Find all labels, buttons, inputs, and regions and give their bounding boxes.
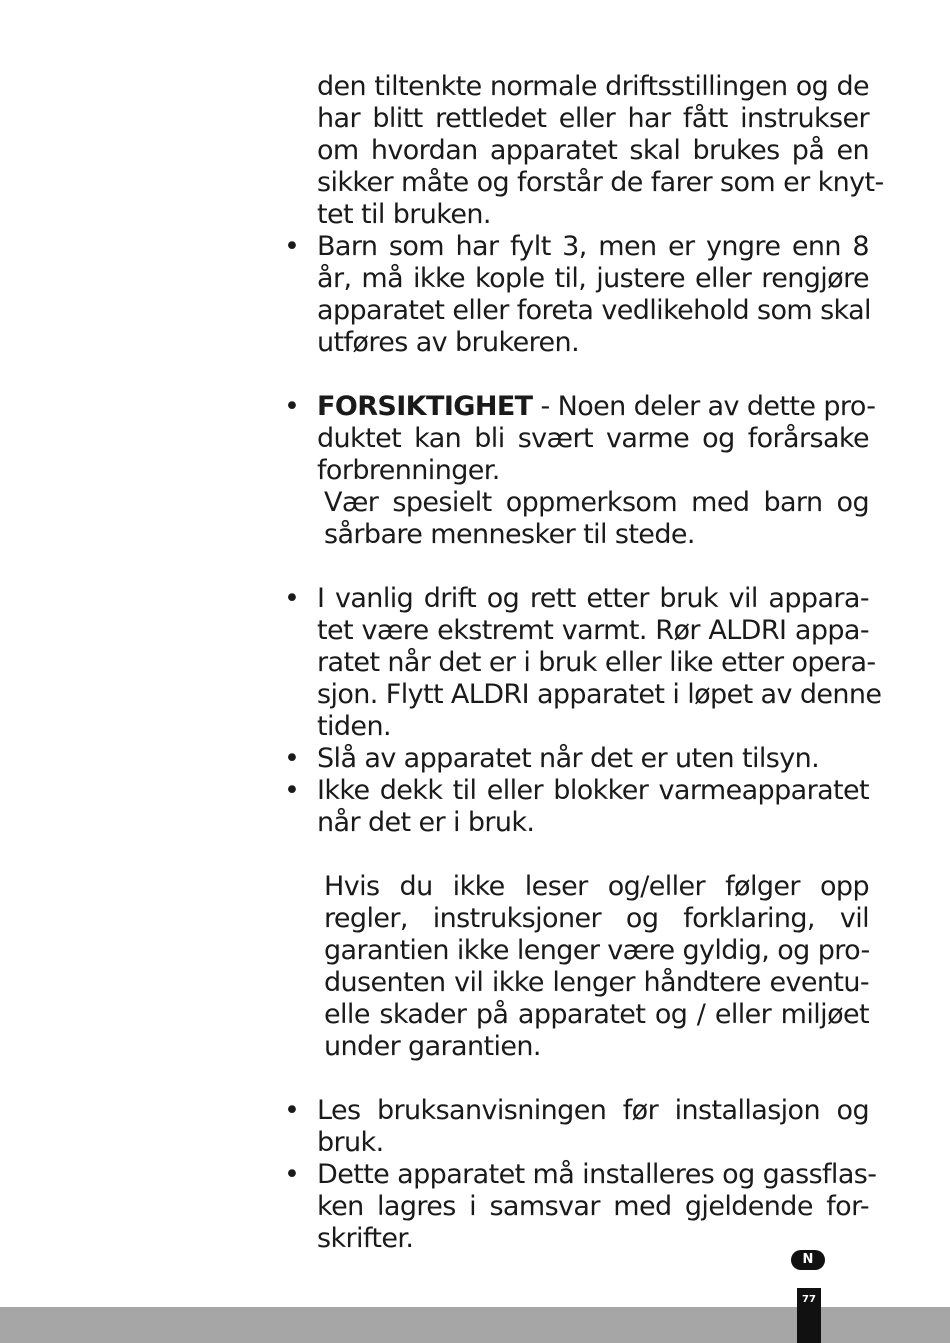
children-line: apparatet eller foreta vedlikehold som skal <box>317 295 871 326</box>
intro-line: har blitt rettledet eller har fått instrukser <box>317 103 869 134</box>
caution-line: duktet kan bli svært varme og forårsake <box>317 423 869 454</box>
intro-line: tet til bruken. <box>317 199 491 230</box>
warranty-line: Hvis du ikke leser og/eller følger opp <box>324 871 869 902</box>
caution-text: - Noen deler av dette pro- <box>532 391 876 422</box>
warranty-line: under garantien. <box>324 1031 541 1062</box>
intro-line: sikker måte og forstår de farer som er knyt- <box>317 167 884 198</box>
cover-line: Ikke dekk til eller blokker varmeapparatet <box>317 775 869 806</box>
regulations-line: ken lagres i samsvar med gjeldende for- <box>317 1191 869 1222</box>
bullet-icon: • <box>284 583 300 614</box>
intro-line: om hvordan apparatet skal brukes på en <box>317 135 869 166</box>
caution-line: forbrenninger. <box>317 455 500 486</box>
manual-line: bruk. <box>317 1127 384 1158</box>
caution-label: FORSIKTIGHET <box>317 391 533 422</box>
regulations-line: skrifter. <box>317 1223 414 1254</box>
caution-note-line: Vær spesielt oppmerksom med barn og <box>324 487 869 518</box>
bullet-icon: • <box>284 1159 300 1190</box>
bullet-icon: • <box>284 1095 300 1126</box>
hot-line: ratet når det er i bruk eller like etter opera- <box>317 647 876 678</box>
warranty-line: dusenten vil ikke lenger håndtere eventu- <box>324 967 869 998</box>
hot-line: tet være ekstremt varmt. Rør ALDRI appa- <box>317 615 869 646</box>
hot-line: tiden. <box>317 711 391 742</box>
page-number: 77 <box>802 1294 816 1305</box>
bullet-icon: • <box>284 743 300 774</box>
cover-line: når det er i bruk. <box>317 807 535 838</box>
manual-line: Les bruksanvisningen før installasjon og <box>317 1095 869 1126</box>
caution-note-line: sårbare mennesker til stede. <box>324 519 695 550</box>
regulations-line: Dette apparatet må installeres og gassflas- <box>317 1159 877 1190</box>
children-line: utføres av brukeren. <box>317 327 580 358</box>
children-line: Barn som har fylt 3, men er yngre enn 8 <box>317 231 869 262</box>
bullet-icon: • <box>284 775 300 806</box>
page-number-tab <box>797 1288 821 1343</box>
switch-off-line: Slå av apparatet når det er uten tilsyn. <box>317 743 820 774</box>
bullet-icon: • <box>284 231 300 262</box>
warranty-line: garantien ikke lenger være gyldig, og pro- <box>324 935 870 966</box>
warranty-line: regler, instruksjoner og forklaring, vil <box>324 903 869 934</box>
hot-line: I vanlig drift og rett etter bruk vil appara- <box>317 583 869 614</box>
intro-line: den tiltenkte normale driftsstillingen og de <box>317 71 869 102</box>
bullet-icon: • <box>284 391 300 422</box>
language-badge: N <box>791 1250 825 1270</box>
caution-line <box>317 391 876 423</box>
children-line: år, må ikke kople til, justere eller rengjøre <box>317 263 869 294</box>
hot-line: sjon. Flytt ALDRI apparatet i løpet av denne <box>317 679 882 710</box>
warranty-line: elle skader på apparatet og / eller miljøet <box>324 999 869 1030</box>
